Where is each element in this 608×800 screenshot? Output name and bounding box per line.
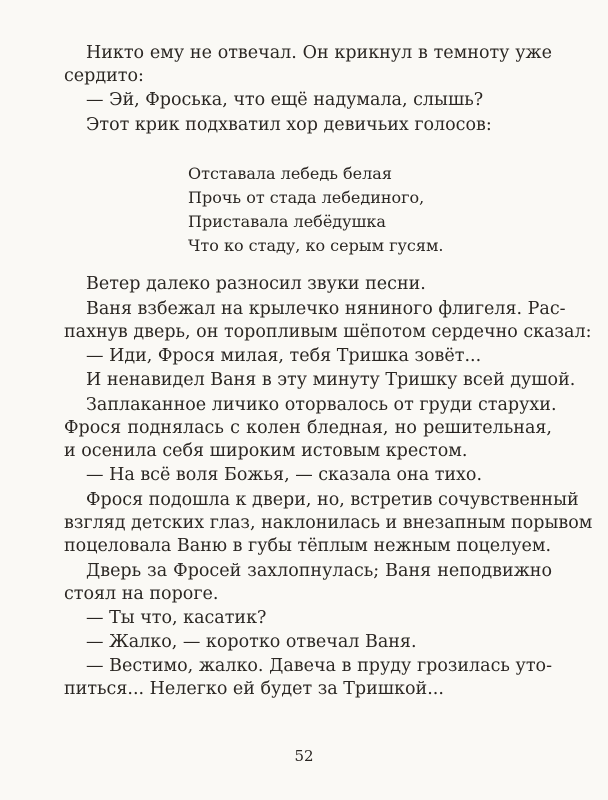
text-line: — Вестимо, жалко. Давеча в пруду грозилась уто- — [86, 656, 552, 676]
text-line: взгляд детских глаз, наклонилась и внезапным порывом — [64, 513, 593, 533]
text-line: — На всё воля Божья, — сказала она тихо. — [86, 465, 483, 485]
text-line: — Эй, Фроська, что ещё надумала, слышь? — [86, 90, 484, 110]
verse-line: Что ко стаду, ко серым гусям. — [188, 236, 444, 255]
text-line: Ваня взбежал на крылечко няниного флигеля. Рас- — [86, 299, 566, 319]
text-line: Никто ему не отвечал. Он крикнул в темноту уже — [86, 43, 552, 63]
text-line: — Жалко, — коротко отвечал Ваня. — [86, 632, 417, 652]
text-line: Ветер далеко разносил звуки песни. — [86, 274, 426, 294]
text-line: и осенила себя широким истовым крестом. — [64, 441, 468, 461]
text-line: — Ты что, касатик? — [86, 608, 267, 628]
text-line: Фрося поднялась с колен бледная, но решительная, — [64, 418, 552, 438]
verse-line: Прочь от стада лебединого, — [188, 188, 425, 207]
text-line: Фрося подошла к двери, но, встретив сочувственный — [86, 490, 579, 510]
text-line: И ненавидел Ваня в эту минуту Тришку всей душой. — [86, 370, 576, 390]
text-line: Дверь за Фросей захлопнулась; Ваня неподвижно — [86, 561, 552, 581]
text-line: поцеловала Ваню в губы тёплым нежным поцелуем. — [64, 536, 552, 556]
text-line: Этот крик подхватил хор девичьих голосов: — [86, 115, 492, 135]
text-line: — Иди, Фрося милая, тебя Тришка зовёт... — [86, 346, 482, 366]
verse-line: Приставала лебёдушка — [188, 212, 386, 231]
text-line: питься... Нелегко ей будет за Тришкой... — [64, 679, 444, 699]
page-number: 52 — [294, 747, 314, 765]
text-line: стоял на пороге. — [64, 584, 219, 604]
text-line: сердито: — [64, 66, 144, 86]
text-line: Заплаканное личико оторвалось от груди старухи. — [86, 395, 557, 415]
text-line: пахнув дверь, он торопливым шёпотом сердечно сказал: — [64, 322, 592, 342]
verse-line: Отставала лебедь белая — [188, 164, 392, 183]
